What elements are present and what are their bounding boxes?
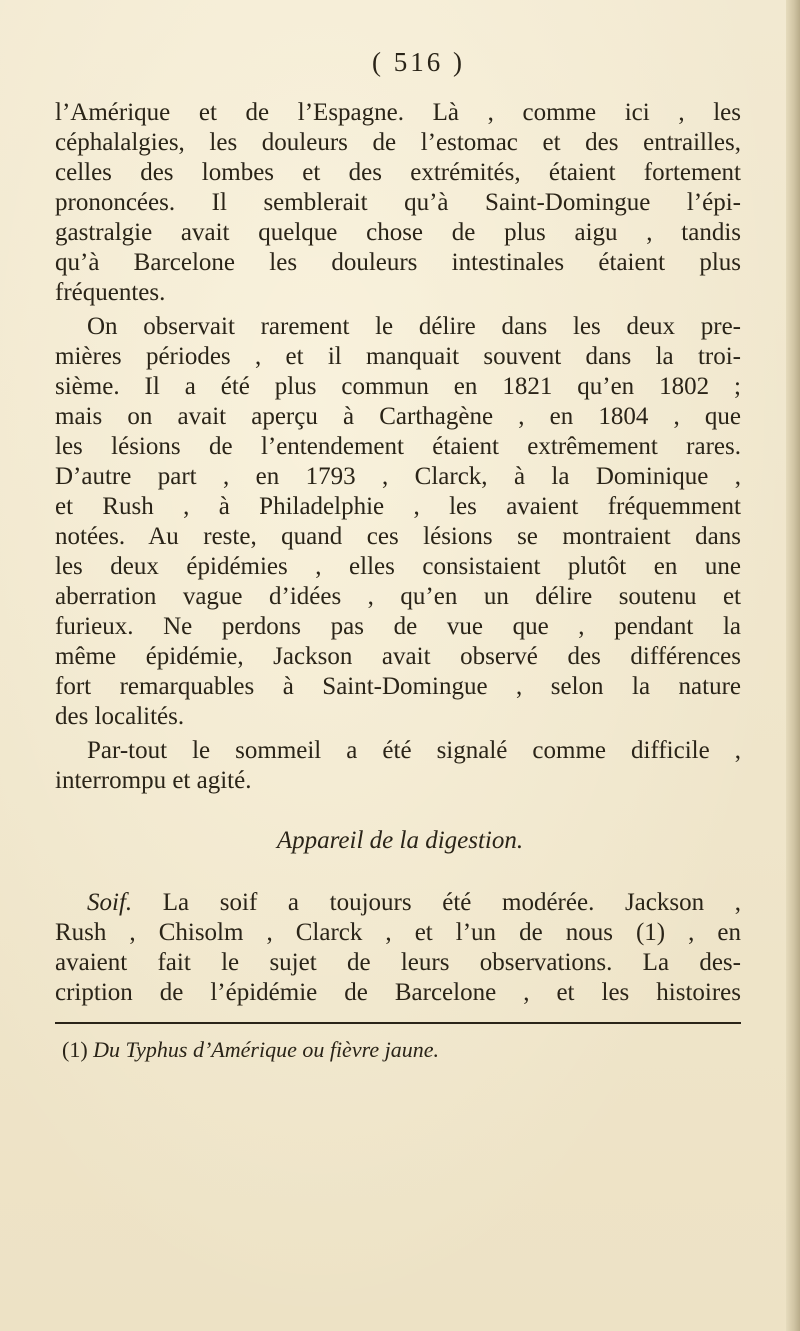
text-line: gastralgie avait quelque chose de plus aigu , tandis [55, 219, 741, 246]
text-line: celles des lombes et des extrémités, étaient fortement [55, 159, 741, 186]
text-line: furieux. Ne perdons pas de vue que , pendant la [55, 613, 741, 640]
page-edge-shadow [786, 0, 800, 1331]
text-line: D’autre part , en 1793 , Clarck, à la Dominique , [55, 463, 741, 490]
text-line: prononcées. Il semblerait qu’à Saint-Domingue l’épi- [55, 189, 741, 216]
text-line: l’Amérique et de l’Espagne. Là , comme ici , les [55, 99, 741, 126]
text-line: avaient fait le sujet de leurs observations. La des- [55, 949, 741, 976]
text-line: interrompu et agité. [55, 767, 252, 794]
text-line: qu’à Barcelone les douleurs intestinales étaient plus [55, 249, 741, 276]
text-line: mais on avait aperçu à Carthagène , en 1804 , que [55, 403, 741, 430]
section-heading: Appareil de la digestion. [276, 827, 524, 854]
text-line: même épidémie, Jackson avait observé des différences [55, 643, 741, 670]
footnote-rule [55, 1022, 741, 1024]
text-line: fréquentes. [55, 279, 166, 306]
text-line: aberration vague d’idées , qu’en un délire soutenu et [55, 583, 741, 610]
text-line: fort remarquables à Saint-Domingue , selon la nature [55, 673, 741, 700]
text-line: On observait rarement le délire dans les deux pre- [87, 313, 741, 340]
page-number: ( 516 ) [372, 47, 465, 77]
text-line: Rush , Chisolm , Clarck , et l’un de nous (1) , en [55, 919, 741, 946]
footnote-title: Du Typhus d’Amérique ou fièvre jaune. [93, 1037, 439, 1062]
text-line: notées. Au reste, quand ces lésions se montraient dans [55, 523, 741, 550]
text-line: Par-tout le sommeil a été signalé comme difficile , [87, 737, 741, 764]
text-line: céphalalgies, les douleurs de l’estomac et des entrailles, [55, 129, 741, 156]
footnote-marker: (1) [62, 1037, 94, 1062]
footnote [62, 1036, 439, 1064]
run-in-heading: Soif. [87, 889, 133, 916]
text-run: La soif a toujours été modérée. Jackson , [132, 889, 741, 916]
text-line: cription de l’épidémie de Barcelone , et les histoires [55, 979, 741, 1006]
text-line: les lésions de l’entendement étaient extrêmement rares. [55, 433, 741, 460]
text-line: les deux épidémies , elles consistaient plutôt en une [55, 553, 741, 580]
text-line: sième. Il a été plus commun en 1821 qu’en 1802 ; [55, 373, 741, 400]
text-line: mières périodes , et il manquait souvent dans la troi- [55, 343, 741, 370]
text-line-soif [87, 888, 741, 918]
text-line: des localités. [55, 703, 185, 730]
text-line: et Rush , à Philadelphie , les avaient fréquemment [55, 493, 741, 520]
